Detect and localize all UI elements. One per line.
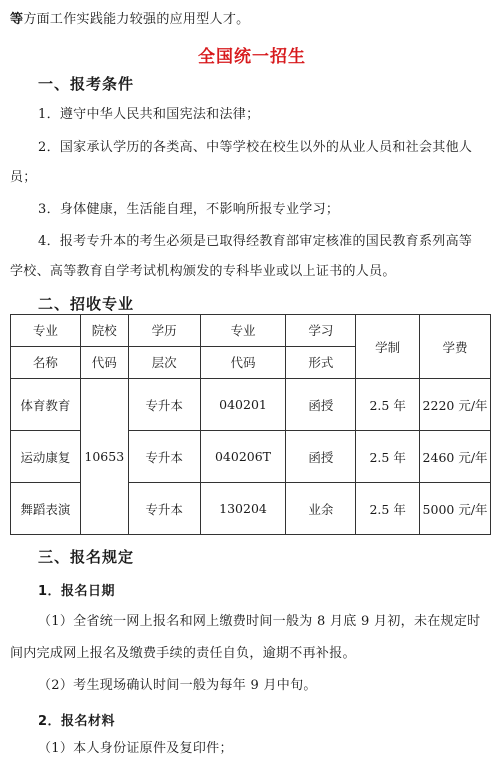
cell-years: 2.5 年	[356, 379, 420, 431]
intro-line	[10, 12, 249, 28]
header-study-form: 学习	[286, 315, 356, 347]
dates-line-1-cont: 间内完成网上报名及缴费手续的责任自负，逾期不再补报。	[10, 646, 356, 661]
cell-major: 体育教育	[11, 379, 81, 431]
cell-school-code: 10653	[80, 379, 128, 535]
cell-years: 2.5 年	[356, 483, 420, 535]
heading-requirements: 一、报考条件	[38, 75, 135, 93]
subheading-materials: 2．报名材料	[38, 714, 116, 729]
heading-registration: 三、报名规定	[38, 548, 135, 566]
cell-form: 函授	[286, 379, 356, 431]
header-major-code: 专业	[200, 315, 286, 347]
cell-code: 040201	[200, 379, 286, 431]
requirement-4-cont: 学校、高等教育自学考试机构颁发的专科毕业或以上证书的人员。	[10, 264, 396, 279]
cell-major: 舞蹈表演	[11, 483, 81, 535]
heading-majors: 二、招收专业	[38, 295, 135, 313]
cell-fee: 2460 元/年	[420, 431, 491, 483]
majors-table	[10, 314, 491, 535]
header-school-code: 院校	[80, 315, 128, 347]
cell-code: 130204	[200, 483, 286, 535]
cell-level: 专升本	[128, 483, 200, 535]
cell-years: 2.5 年	[356, 431, 420, 483]
section-title: 全国统一招生	[198, 47, 306, 67]
header-major-name-2: 名称	[11, 347, 81, 379]
header-study-form-2: 形式	[286, 347, 356, 379]
requirement-4: 4．报考专升本的考生必须是已取得经教育部审定核准的国民教育系列高等	[38, 234, 473, 249]
header-school-code-2: 代码	[80, 347, 128, 379]
header-level: 学历	[128, 315, 200, 347]
intro-bold-word: 等	[10, 12, 24, 27]
intro-rest: 方面工作实践能力较强的应用型人才。	[23, 12, 250, 27]
materials-line-1: （1）本人身份证原件及复印件；	[38, 741, 233, 756]
cell-form: 业余	[286, 483, 356, 535]
header-fee: 学费	[420, 315, 491, 379]
header-level-2: 层次	[128, 347, 200, 379]
header-major-code-2: 代码	[200, 347, 286, 379]
cell-fee: 5000 元/年	[420, 483, 491, 535]
cell-form: 函授	[286, 431, 356, 483]
dates-line-2: （2）考生现场确认时间一般为每年 9 月中旬。	[38, 678, 317, 693]
table-row	[11, 379, 491, 431]
header-major-name: 专业	[11, 315, 81, 347]
requirement-2-cont: 员；	[10, 170, 37, 185]
cell-fee: 2220 元/年	[420, 379, 491, 431]
requirement-3: 3．身体健康，生活能自理，不影响所报专业学习；	[38, 202, 340, 217]
dates-line-1: （1）全省统一网上报名和网上缴费时间一般为 8 月底 9 月初，未在规定时	[38, 614, 481, 629]
header-duration: 学制	[356, 315, 420, 379]
cell-code: 040206T	[200, 431, 286, 483]
cell-level: 专升本	[128, 431, 200, 483]
requirement-1: 1．遵守中华人民共和国宪法和法律；	[38, 107, 260, 122]
subheading-dates: 1．报名日期	[38, 584, 116, 599]
cell-level: 专升本	[128, 379, 200, 431]
cell-major: 运动康复	[11, 431, 81, 483]
requirement-2: 2．国家承认学历的各类高、中等学校在校生以外的从业人员和社会其他人	[38, 140, 473, 155]
